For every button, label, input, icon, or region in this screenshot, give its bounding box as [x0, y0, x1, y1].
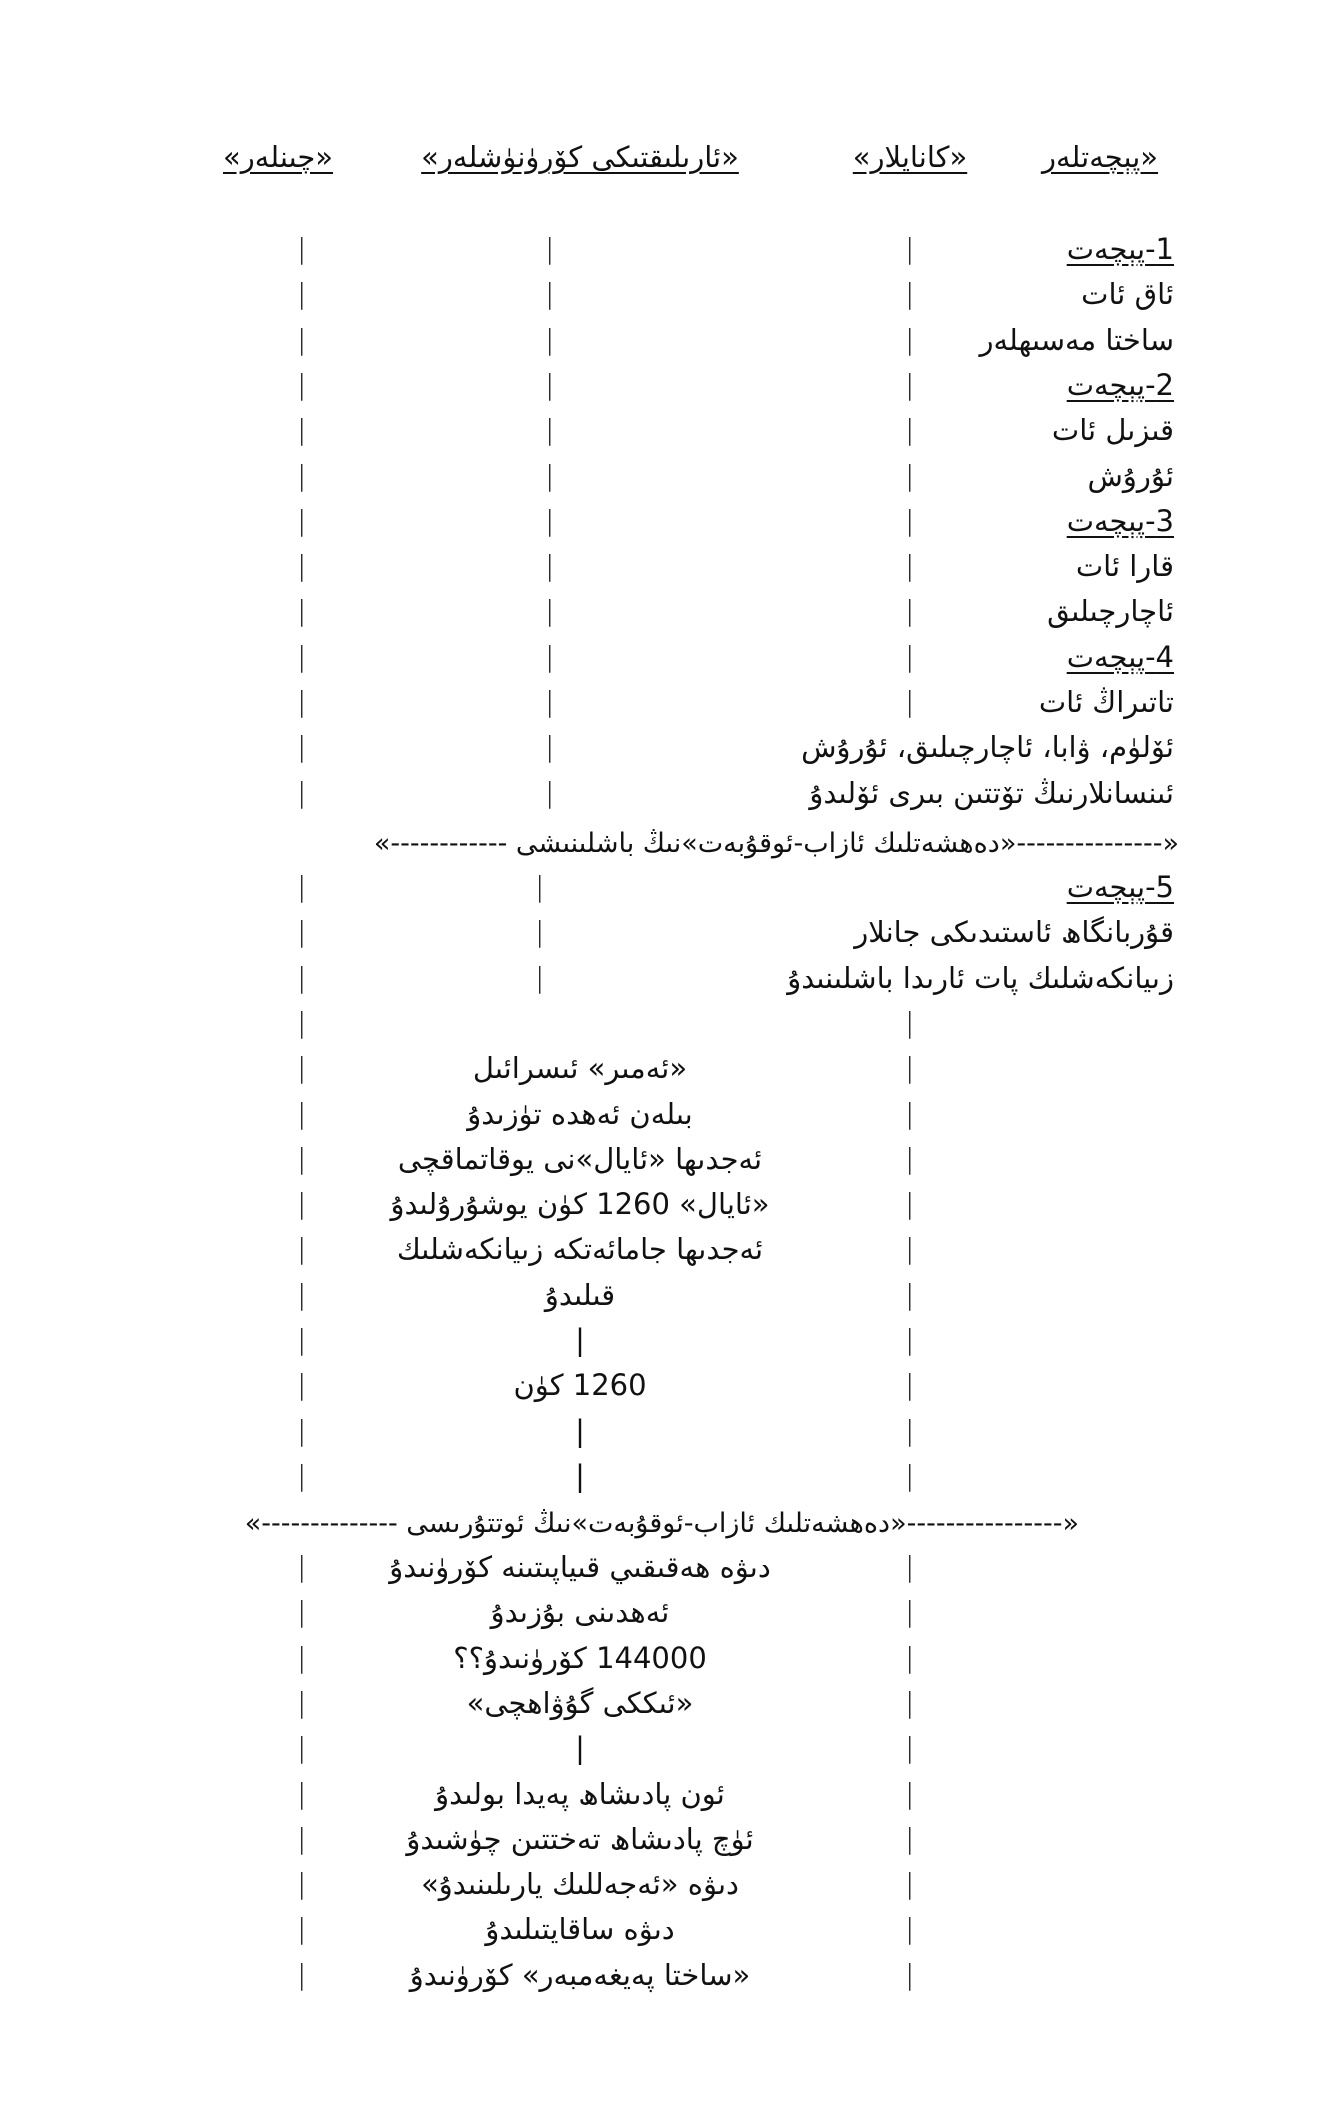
- timeline-bar: |: [535, 915, 545, 949]
- timeline-bar: |: [905, 1232, 915, 1266]
- timeline-bar: |: [297, 1458, 307, 1492]
- table-row: [0, 1731, 1334, 1776]
- timeline-bar: |: [297, 549, 307, 583]
- timeline-bar: |: [297, 1731, 307, 1765]
- table-row: [0, 413, 1334, 458]
- timeline-bar: |: [545, 232, 555, 265]
- seal-item: ئۆلۈم، ۋابا، ئاچارچىلىق، ئۇرۇش: [801, 730, 1174, 765]
- interlude-item: ئۈچ پادىشاھ تەختتىن چۈشىدۇ: [406, 1821, 754, 1856]
- timeline-bar: |: [905, 1957, 915, 1991]
- timeline-bar: |: [297, 1685, 307, 1719]
- table-row: [0, 1097, 1334, 1142]
- interlude-item: 1260 كۈن: [513, 1368, 647, 1403]
- table-row: [0, 1232, 1334, 1277]
- timeline-bar: |: [545, 413, 555, 447]
- timeline-bar: |: [545, 458, 555, 492]
- timeline-bar: |: [905, 1685, 915, 1719]
- timeline-bar: |: [297, 960, 307, 994]
- timeline-bar: |: [545, 367, 555, 401]
- timeline-bar: |: [297, 232, 307, 265]
- table-row: [0, 549, 1334, 594]
- seal-heading: 4-پېچەت: [1066, 639, 1174, 674]
- timeline-bar: |: [905, 1821, 915, 1855]
- table-row: [0, 1187, 1334, 1232]
- seal-item: ئىنسانلارنىڭ تۆتتىن بىرى ئۆلىدۇ: [809, 775, 1174, 810]
- table-row: [0, 1912, 1334, 1957]
- timeline-bar: |: [297, 503, 307, 537]
- timeline-bar: |: [905, 1187, 915, 1221]
- table-row: [0, 1550, 1334, 1595]
- interlude-item: |: [575, 1323, 585, 1357]
- timeline-bar: |: [297, 685, 307, 718]
- timeline-bar: |: [905, 367, 915, 401]
- timeline-bar: |: [297, 1595, 307, 1629]
- timeline-bar: |: [297, 1413, 307, 1447]
- timeline-bar: |: [545, 549, 555, 583]
- timeline-bar: |: [297, 775, 307, 809]
- timeline-bar: |: [297, 1096, 307, 1130]
- seal-item: ئاق ئات: [1081, 277, 1174, 312]
- timeline-bar: |: [297, 1550, 307, 1583]
- timeline-bar: |: [905, 1731, 915, 1765]
- table-row: [0, 961, 1334, 1006]
- interlude-item: |: [575, 1458, 585, 1493]
- timeline-bar: |: [905, 1776, 915, 1810]
- timeline-bar: |: [545, 277, 555, 311]
- table-row: [0, 1822, 1334, 1867]
- table-row: [0, 1958, 1334, 2003]
- seal-heading: 2-پېچەت: [1066, 367, 1174, 402]
- interlude-item: ئەجدىھا «ئايال»نى يوقاتماقچى: [397, 1141, 763, 1176]
- timeline-bar: |: [905, 1912, 915, 1946]
- interlude-item: قىلىدۇ: [544, 1277, 616, 1312]
- table-row: [0, 1686, 1334, 1731]
- header-seals: «پېچەتلەر: [1041, 140, 1159, 174]
- seal-item: زىيانكەشلىك پات ئارىدا باشلىنىدۇ: [787, 960, 1174, 995]
- timeline-bar: |: [297, 1867, 307, 1901]
- interlude-item: «ساختا پەيغەمبەر» كۆرۈنىدۇ: [409, 1957, 751, 1992]
- interlude-item: |: [575, 1731, 585, 1766]
- timeline-bar: |: [905, 1005, 915, 1039]
- table-row: [0, 1006, 1334, 1051]
- timeline-bar: |: [297, 870, 307, 903]
- interlude-item: «ئەمىر» ئىسرائىل: [472, 1051, 688, 1086]
- timeline-bar: |: [297, 1051, 307, 1085]
- timeline-bar: |: [297, 1277, 307, 1311]
- seal-heading: 5-پېچەت: [1066, 870, 1174, 904]
- seal-heading: 1-پېچەت: [1066, 232, 1174, 266]
- timeline-bar: |: [297, 277, 307, 311]
- timeline-bar: |: [545, 685, 555, 718]
- table-row: [0, 277, 1334, 322]
- header-bowls: «كانايلار»: [852, 140, 968, 174]
- interlude-item: ئەجدىھا جامائەتكە زىيانكەشلىك: [396, 1232, 764, 1267]
- table-row: [0, 323, 1334, 368]
- timeline-bar: |: [905, 1550, 915, 1583]
- timeline-bar: |: [905, 594, 915, 628]
- timeline-bar: |: [297, 730, 307, 764]
- interlude-item: دىۋە ھەقىقىي قىياپىتىنە كۆرۈنىدۇ: [389, 1550, 771, 1584]
- timeline-bar: |: [297, 367, 307, 401]
- table-row: [0, 1414, 1334, 1459]
- seal-item: قارا ئات: [1075, 549, 1174, 584]
- timeline-bar: |: [297, 1005, 307, 1039]
- table-row: [0, 1278, 1334, 1323]
- timeline-bar: |: [905, 277, 915, 311]
- table-row: [0, 640, 1334, 685]
- timeline-bar: |: [297, 639, 307, 673]
- timeline-bar: |: [905, 1413, 915, 1447]
- interlude-item: «ئايال» 1260 كۈن يوشۇرۇلىدۇ: [390, 1187, 770, 1222]
- interlude-item: دىۋە ساقايتىلىدۇ: [485, 1912, 675, 1947]
- timeline-bar: |: [297, 915, 307, 949]
- separator-tribulation-start: «---------------«دەھشەتلىك ئازاب-ئوقۇبەت»نىڭ باشلىنىشى ------------»: [373, 828, 1179, 859]
- timeline-bar: |: [297, 1640, 307, 1674]
- timeline-bar: |: [905, 549, 915, 583]
- interlude-item: بىلەن ئەھدە تۈزىدۇ: [467, 1096, 693, 1131]
- seal-item: ساختا مەسىھلەر: [979, 322, 1174, 357]
- timeline-bar: |: [297, 458, 307, 492]
- timeline-bar: |: [905, 322, 915, 356]
- seal-item: ئۇرۇش: [1087, 458, 1174, 493]
- table-row: [0, 1777, 1334, 1822]
- timeline-bar: |: [535, 870, 545, 903]
- table-row: [0, 594, 1334, 639]
- interlude-item: ئەھدىنى بۇزىدۇ: [490, 1595, 670, 1630]
- timeline-bar: |: [297, 1187, 307, 1221]
- table-row: [0, 1142, 1334, 1187]
- timeline-bar: |: [545, 639, 555, 673]
- timeline-bar: |: [905, 503, 915, 537]
- table-row: [0, 915, 1334, 960]
- timeline-bar: |: [297, 594, 307, 628]
- timeline-bar: |: [905, 1867, 915, 1901]
- timeline-bar: |: [905, 1277, 915, 1311]
- timeline-bar: |: [905, 1141, 915, 1175]
- timeline-bar: |: [297, 413, 307, 447]
- timeline-bar: |: [297, 1776, 307, 1810]
- timeline-bar: |: [545, 594, 555, 628]
- interlude-item: دىۋە «ئەجەللىك يارىلىنىدۇ»: [421, 1867, 739, 1902]
- seal-item: قىزىل ئات: [1051, 413, 1174, 448]
- seal-item: تاتىراڭ ئات: [1038, 685, 1174, 719]
- timeline-bar: |: [297, 1957, 307, 1991]
- timeline-bar: |: [297, 322, 307, 356]
- timeline-bar: |: [905, 232, 915, 265]
- table-row: [0, 368, 1334, 413]
- interlude-item: «ئىككى گۇۋاھچى»: [466, 1685, 694, 1720]
- timeline-bar: |: [905, 685, 915, 718]
- timeline-bar: |: [905, 458, 915, 492]
- timeline-bar: |: [905, 1051, 915, 1085]
- timeline-bar: |: [545, 775, 555, 809]
- timeline-bar: |: [905, 1640, 915, 1674]
- interlude-item: |: [575, 1413, 585, 1448]
- seal-item: ئاچارچىلىق: [1047, 594, 1174, 629]
- table-row: [0, 776, 1334, 821]
- timeline-bar: |: [905, 413, 915, 447]
- timeline-bar: |: [905, 1458, 915, 1492]
- timeline-bar: |: [297, 1141, 307, 1175]
- table-row: [0, 1051, 1334, 1096]
- table-row: [0, 1641, 1334, 1686]
- timeline-bar: |: [545, 503, 555, 537]
- separator-tribulation-middle: «----------------«دەھشەتلىك ئازاب-ئوقۇبەت»نىڭ ئوتتۇرىسى --------------»: [244, 1508, 1079, 1539]
- table-row: [0, 232, 1334, 277]
- table-row: [0, 730, 1334, 775]
- timeline-bar: |: [905, 639, 915, 673]
- table-row: [0, 504, 1334, 549]
- timeline-bar: |: [297, 1821, 307, 1855]
- table-row: [0, 1595, 1334, 1640]
- table-row: [0, 870, 1334, 915]
- table-row: [0, 1867, 1334, 1912]
- timeline-bar: |: [535, 960, 545, 994]
- table-row: [0, 1323, 1334, 1368]
- timeline-bar: |: [297, 1323, 307, 1356]
- timeline-bar: |: [297, 1368, 307, 1402]
- timeline-bar: |: [905, 1323, 915, 1356]
- interlude-item: ئون پادىشاھ پەيدا بولىدۇ: [435, 1776, 725, 1811]
- table-row: [0, 459, 1334, 504]
- timeline-bar: |: [545, 322, 555, 356]
- interlude-item: 144000 كۆرۈنىدۇ؟؟: [453, 1640, 707, 1675]
- seal-item: قۇربانگاھ ئاستىدىكى جانلار: [854, 915, 1174, 950]
- seal-heading: 3-پېچەت: [1066, 503, 1174, 538]
- timeline-bar: |: [905, 1595, 915, 1629]
- table-row: [0, 1459, 1334, 1504]
- timeline-bar: |: [545, 730, 555, 764]
- header-trumpets: «چىنلەر»: [222, 140, 334, 174]
- header-interludes: «ئارىلىقتىكى كۆرۈنۈشلەر»: [421, 140, 739, 174]
- timeline-bar: |: [905, 1096, 915, 1130]
- timeline-bar: |: [297, 1232, 307, 1266]
- table-row: [0, 685, 1334, 730]
- table-row: [0, 1368, 1334, 1413]
- timeline-bar: |: [905, 1368, 915, 1402]
- timeline-bar: |: [297, 1912, 307, 1946]
